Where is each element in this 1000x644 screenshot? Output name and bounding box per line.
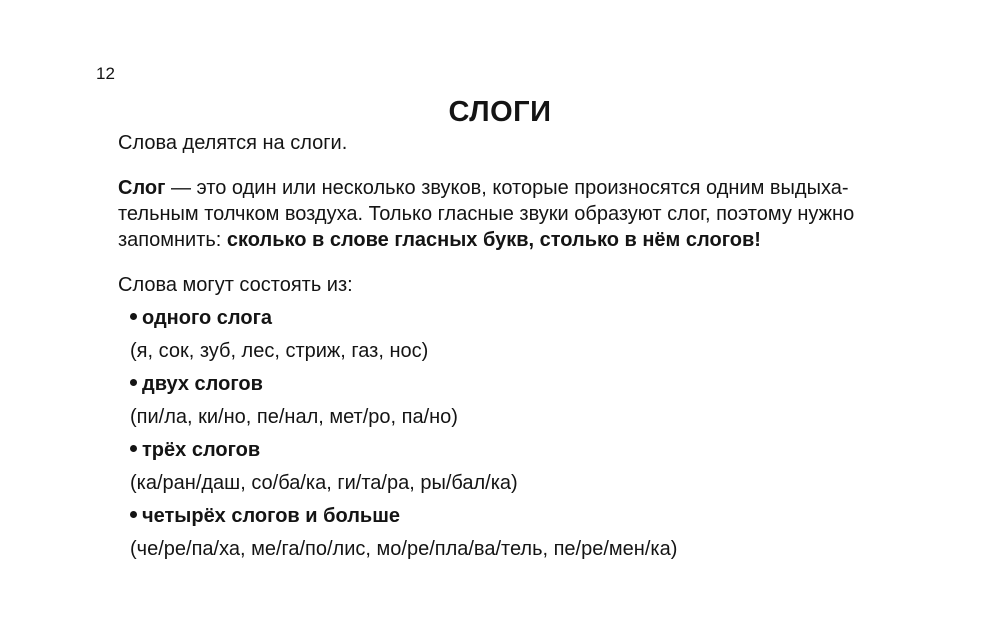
page-number: 12 <box>96 64 115 83</box>
definition-line-2: тельным толчком воздуха. Только гласные звуки образуют слог, поэтому нужно <box>118 203 855 225</box>
list-item-examples: (ка/ран/даш, со/ба/ка, ги/та/ра, ры/бал/ка) <box>130 472 518 494</box>
definition-term: Слог <box>118 177 166 199</box>
list-item <box>130 503 677 569</box>
syllable-definition <box>118 175 918 253</box>
list-item <box>130 305 677 371</box>
list-intro: Слова могут состоять из: <box>118 274 353 296</box>
list-item <box>130 437 677 503</box>
syllable-rule: сколько в слове гласных букв, столько в нём слогов! <box>226 229 761 251</box>
definition-line-1 <box>118 175 918 201</box>
list-item-examples: (че/ре/па/ха, ме/га/по/лис, мо/ре/пла/ва/тель, пе/ре/мен/ка) <box>130 538 678 560</box>
list-item-heading <box>130 371 677 404</box>
intro-sentence: Слова делятся на слоги. <box>118 132 348 154</box>
definition-text-3: запомнить: <box>118 229 227 251</box>
list-item-heading-text: двух слогов <box>142 373 263 395</box>
bullet-icon <box>130 379 137 386</box>
list-item-heading <box>130 305 677 338</box>
list-item-heading <box>130 437 677 470</box>
list-item-examples: (пи/ла, ки/но, пе/нал, мет/ро, па/но) <box>130 406 458 428</box>
syllable-count-list <box>130 305 677 569</box>
list-item-heading-text: одного слога <box>142 307 273 329</box>
list-item-heading-text: трёх слогов <box>142 439 261 461</box>
page-title: СЛОГИ <box>448 96 552 128</box>
bullet-icon <box>130 511 137 518</box>
list-item-examples: (я, сок, зуб, лес, стриж, газ, нос) <box>130 340 429 362</box>
list-item-heading-text: четырёх слогов и больше <box>142 505 400 527</box>
list-item <box>130 371 677 437</box>
definition-text-1: — это один или несколько звуков, которые произносятся одним выдыха- <box>165 177 849 199</box>
definition-line-3 <box>118 227 918 253</box>
bullet-icon <box>130 313 137 320</box>
bullet-icon <box>130 445 137 452</box>
list-item-heading <box>130 503 677 536</box>
